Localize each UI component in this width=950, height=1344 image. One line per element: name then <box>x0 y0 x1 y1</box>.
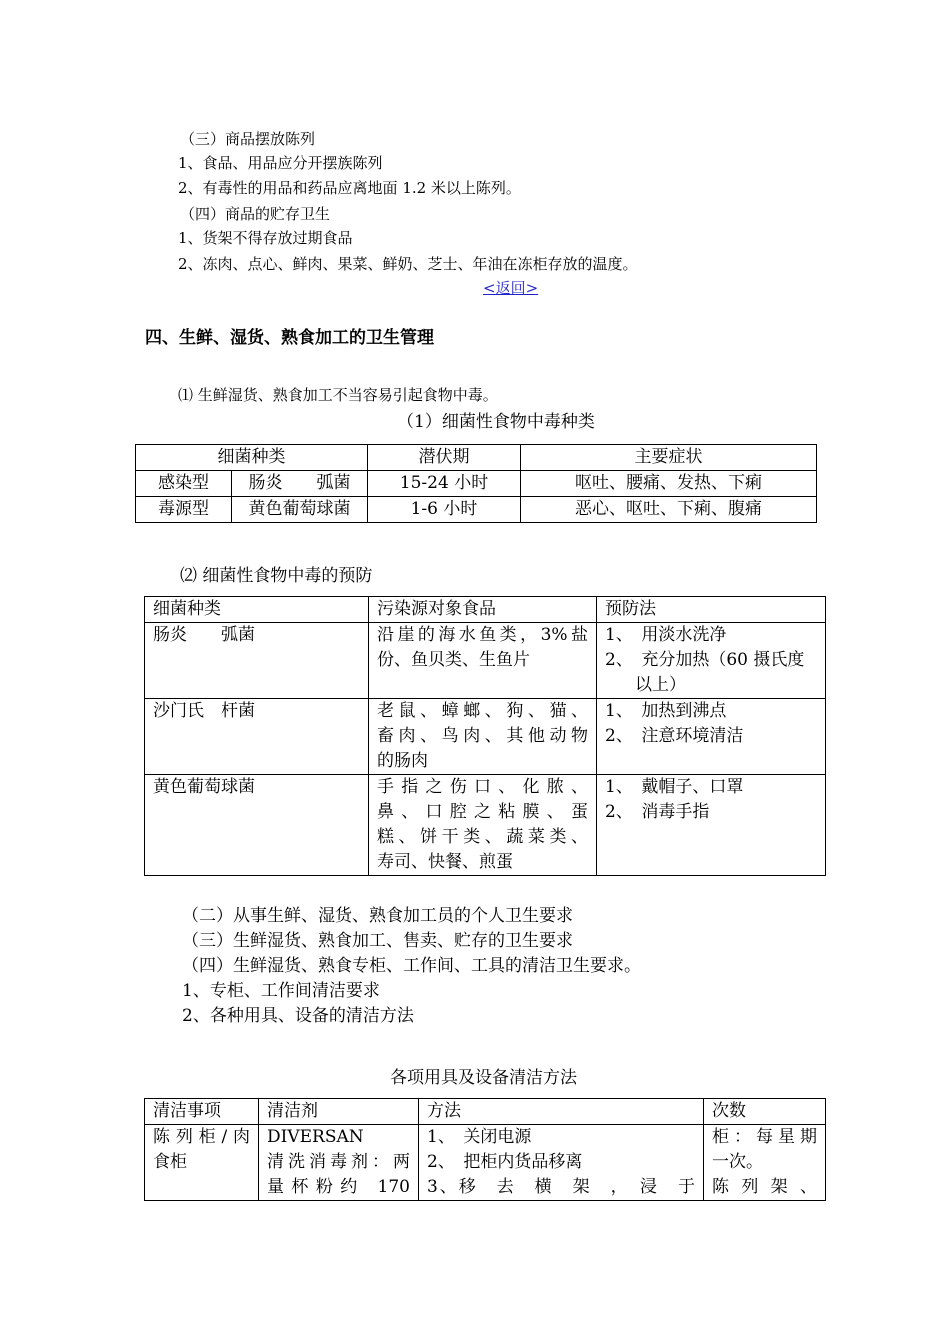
table-cell <box>419 1125 704 1201</box>
cell-line: 以上） <box>635 675 686 695</box>
list-item: 2、冻肉、点心、鲜肉、果菜、鲜奶、芝士、年油在冻柜存放的温度。 <box>178 255 638 273</box>
cell-line: 食柜 <box>153 1152 187 1172</box>
table-header-row <box>145 597 826 623</box>
table-row <box>145 699 826 775</box>
table-cell: 呕吐、腰痛、发热、下痢 <box>521 471 817 497</box>
cell-line: 陈列架、 <box>712 1177 817 1197</box>
table-header-cell: 预防法 <box>597 597 826 623</box>
table-header-row <box>145 1099 826 1125</box>
table-cell <box>259 1125 419 1201</box>
cell-line: 畜肉、鸟肉、其他动物 <box>377 726 588 746</box>
list-item: 1、货架不得存放过期食品 <box>178 229 353 247</box>
bacteria-types-table <box>135 444 817 523</box>
cell-line: 肠炎 弧菌 <box>153 625 255 645</box>
table-cell: 15-24 小时 <box>368 471 521 497</box>
cell-line: 2、 把柜内货品移离 <box>427 1152 583 1172</box>
cell-line: 一次。 <box>712 1152 763 1172</box>
table-cell <box>145 623 369 699</box>
cell-line: 手指之伤口、化脓、 <box>377 777 588 797</box>
table-row <box>136 471 817 497</box>
table-row <box>136 497 817 523</box>
table-header-cell: 细菌种类 <box>136 445 368 471</box>
table-cell: 感染型 <box>136 471 232 497</box>
table-cell <box>145 699 369 775</box>
table-cell: 毒源型 <box>136 497 232 523</box>
cleaning-methods-table <box>144 1098 826 1201</box>
list-item: 2、有毒性的用品和药品应离地面 1.2 米以上陈列。 <box>178 179 521 197</box>
table-cell <box>597 699 826 775</box>
cell-line: 1、 戴帽子、口罩 <box>605 777 744 797</box>
cell-line: 陈列柜/肉 <box>153 1127 250 1147</box>
cell-line: 的肠肉 <box>377 751 428 771</box>
cell-line: 1、 关闭电源 <box>427 1127 532 1147</box>
table-cell: 黄色葡萄球菌 <box>232 497 368 523</box>
cell-line: DIVERSAN <box>267 1127 364 1147</box>
table-header-cell: 清洁剂 <box>259 1099 419 1125</box>
sub-heading: （四）生鲜湿货、熟食专柜、工作间、工具的清洁卫生要求。 <box>182 956 641 976</box>
cell-line: 1、 用淡水洗净 <box>605 625 727 645</box>
sub-heading: （二）从事生鲜、湿货、熟食加工员的个人卫生要求 <box>182 906 573 926</box>
cell-line: 柜：每星期 <box>712 1127 817 1147</box>
table-cell: 肠炎 弧菌 <box>232 471 368 497</box>
sub-heading-storage-hygiene: （四）商品的贮存卫生 <box>180 205 331 223</box>
cell-line: 份、鱼贝类、生鱼片 <box>377 650 530 670</box>
cell-line: 寿司、快餐、煎蛋 <box>377 852 513 872</box>
cell-line: 量杯粉约 170 <box>267 1177 410 1197</box>
table-cell <box>597 623 826 699</box>
list-item: 2、各种用具、设备的清洁方法 <box>182 1006 414 1026</box>
intro-text: ⑴ 生鲜湿货、熟食加工不当容易引起食物中毒。 <box>178 386 498 404</box>
prevention-table <box>144 596 826 876</box>
table-cell <box>369 775 597 876</box>
table-cell <box>145 1125 259 1201</box>
prevention-title: ⑵ 细菌性食物中毒的预防 <box>180 566 373 586</box>
list-item: 1、食品、用品应分开摆族陈列 <box>178 154 383 172</box>
cell-line: 糕、饼干类、蔬菜类、 <box>377 827 588 847</box>
table-cell: 恶心、呕吐、下痢、腹痛 <box>521 497 817 523</box>
table-cell <box>369 699 597 775</box>
table-cell: 1-6 小时 <box>368 497 521 523</box>
table-row <box>145 1125 826 1201</box>
table1-caption: （1）细菌性食物中毒种类 <box>397 412 595 432</box>
cell-line: 3、移 去 横 架 ， 浸 于 <box>427 1177 695 1197</box>
table-header-cell: 细菌种类 <box>145 597 369 623</box>
sub-heading-product-display: （三）商品摆放陈列 <box>180 130 316 148</box>
table-cell <box>597 775 826 876</box>
cell-line: 沙门氏 杆菌 <box>153 701 255 721</box>
table-cell <box>145 775 369 876</box>
cell-line: 2、 注意环境清洁 <box>605 726 744 746</box>
section-heading: 四、生鲜、湿货、熟食加工的卫生管理 <box>145 328 434 348</box>
table3-caption: 各项用具及设备清洁方法 <box>390 1068 577 1088</box>
table-header-cell: 潜伏期 <box>368 445 521 471</box>
cell-line: 黄色葡萄球菌 <box>153 777 255 797</box>
list-item: 1、专柜、工作间清洁要求 <box>182 981 380 1001</box>
back-link[interactable]: <返回> <box>483 279 539 297</box>
cell-line: 清洗消毒剂：两 <box>267 1152 410 1172</box>
cell-line: 1、 加热到沸点 <box>605 701 727 721</box>
cell-line: 沿崖的海水鱼类，3%盐 <box>377 625 588 645</box>
table-header-cell: 主要症状 <box>521 445 817 471</box>
cell-line: 2、 充分加热（60 摄氏度 <box>605 650 805 670</box>
table-header-cell: 方法 <box>419 1099 704 1125</box>
cell-line: 鼻、口腔之粘膜、蛋 <box>377 802 588 822</box>
table-cell <box>369 623 597 699</box>
sub-heading: （三）生鲜湿货、熟食加工、售卖、贮存的卫生要求 <box>182 931 573 951</box>
table-header-cell: 污染源对象食品 <box>369 597 597 623</box>
cell-line: 老鼠、蟑螂、狗、猫、 <box>377 701 588 721</box>
table-row <box>145 623 826 699</box>
table-row <box>145 775 826 876</box>
cell-line: 2、 消毒手指 <box>605 802 710 822</box>
table-header-cell: 次数 <box>704 1099 826 1125</box>
table-header-row <box>136 445 817 471</box>
table-header-cell: 清洁事项 <box>145 1099 259 1125</box>
table-cell <box>704 1125 826 1201</box>
